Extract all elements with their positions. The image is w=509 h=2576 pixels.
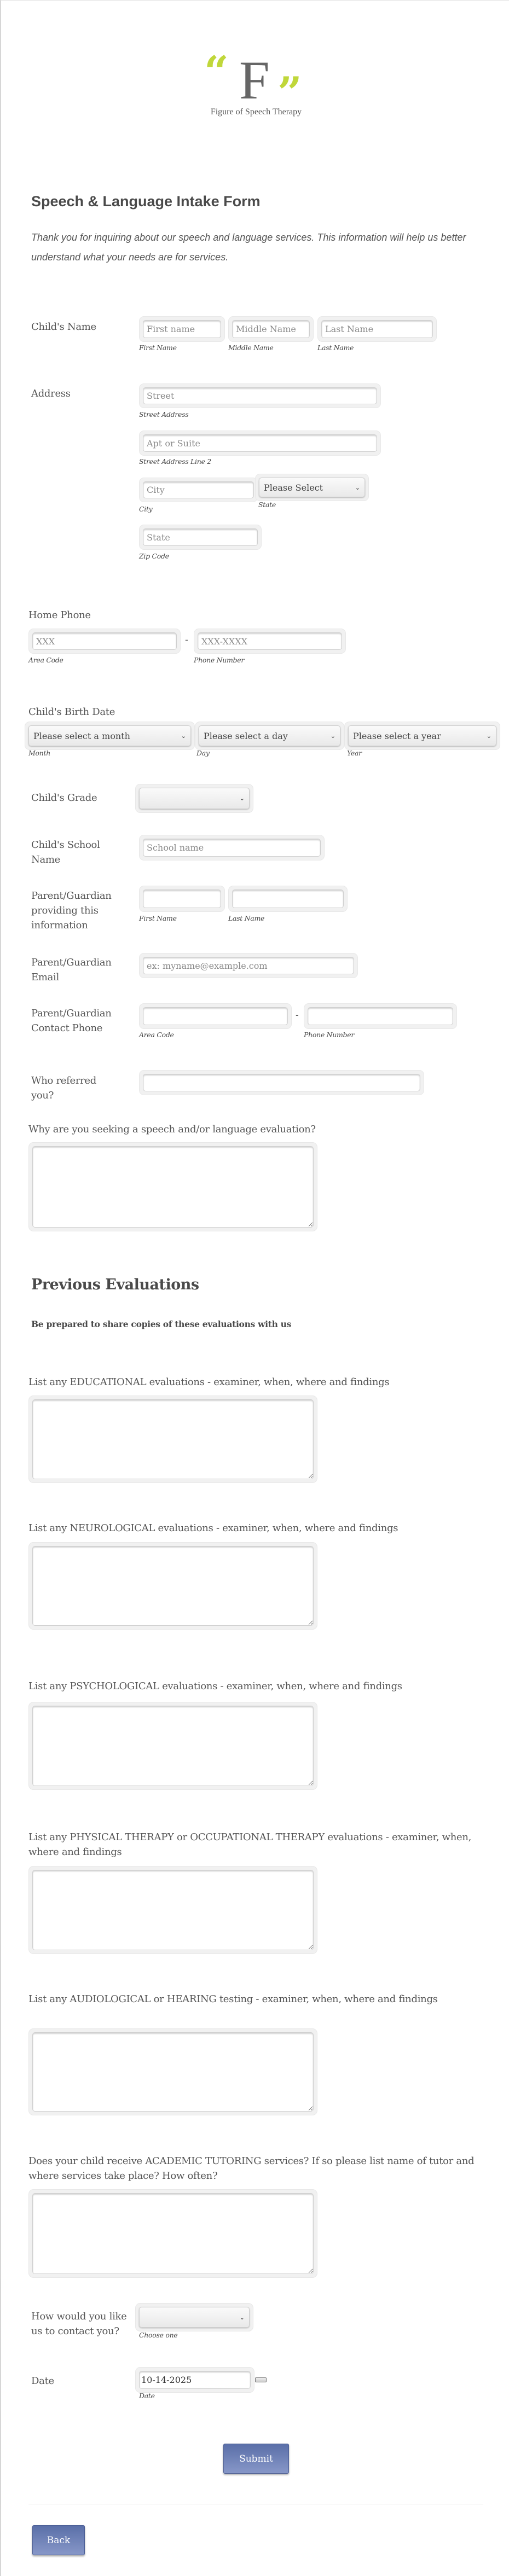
email-input[interactable]: [143, 957, 354, 974]
apt-wrap: [139, 431, 381, 456]
grade-select[interactable]: [139, 788, 250, 809]
email-wrap: [139, 953, 358, 978]
area-code-sublabel: Area Code: [28, 656, 63, 664]
state-sublabel: State: [258, 501, 276, 509]
city-sublabel: City: [139, 505, 153, 513]
zip-sublabel: Zip Code: [139, 552, 169, 560]
date-wrap: [135, 2367, 255, 2393]
address-label: Address: [31, 388, 71, 399]
parent-first-sublabel: First Name: [139, 914, 177, 922]
middle-name-sublabel: Middle Name: [228, 344, 274, 352]
contact-preference-select[interactable]: [139, 2307, 250, 2328]
submit-button[interactable]: Submit: [223, 2444, 289, 2474]
contact-area-code-input[interactable]: [143, 1007, 288, 1025]
last-name-sublabel: Last Name: [317, 344, 354, 352]
date-sublabel: Date: [139, 2392, 155, 2400]
phone-number-sublabel: Phone Number: [194, 656, 245, 664]
logo-letter: F: [239, 50, 270, 111]
city-wrap: [139, 478, 258, 502]
back-button[interactable]: Back: [32, 2525, 85, 2555]
parent-last-name-input[interactable]: [232, 889, 344, 908]
referred-input[interactable]: [143, 1074, 420, 1091]
tutoring-textarea[interactable]: [32, 2193, 314, 2274]
chevron-down-icon: ⌄: [181, 732, 186, 740]
child-name-label: Child's Name: [31, 321, 96, 333]
parent-first-wrap: [139, 886, 225, 912]
previous-evaluations-subheading: Be prepared to share copies of these evaluations with us: [31, 1319, 292, 1329]
chevron-down-icon: ⌄: [486, 732, 491, 740]
home-area-wrap: [28, 629, 181, 654]
contact-preference-select-wrap: [135, 2303, 253, 2331]
referred-wrap: [139, 1070, 424, 1095]
referred-label: Who referred you?: [31, 1075, 97, 1101]
tutoring-textarea-wrap: [28, 2189, 317, 2278]
contact-number-wrap: [304, 1003, 457, 1029]
apt-input[interactable]: [143, 434, 377, 452]
child-middle-name-input[interactable]: [232, 320, 310, 338]
neurological-textarea[interactable]: [32, 1546, 314, 1626]
zip-wrap: [139, 525, 262, 550]
neurological-label: List any NEUROLOGICAL evaluations - examiner, when, where and findings: [28, 1522, 398, 1534]
why-textarea-wrap: [28, 1142, 317, 1231]
phone-dash: -: [185, 635, 188, 645]
why-label: Why are you seeking a speech and/or language evaluation?: [28, 1124, 316, 1135]
child-first-name-input[interactable]: [143, 320, 221, 338]
school-name-input[interactable]: [143, 839, 321, 857]
logo-close-quote: ”: [277, 68, 302, 118]
day-select-value: Please select a day: [204, 730, 288, 741]
child-last-name-input[interactable]: [321, 320, 433, 338]
chevron-down-icon: ⌄: [239, 795, 245, 802]
year-select-wrap: [344, 722, 500, 750]
school-label: Child's School Name: [31, 839, 100, 865]
chevron-down-icon: ⌄: [239, 2313, 245, 2321]
educational-textarea[interactable]: [32, 1399, 314, 1479]
contact-phone-number-input[interactable]: [308, 1007, 453, 1025]
child-first-name-wrap: [139, 316, 225, 342]
home-number-wrap: [194, 629, 346, 654]
why-textarea[interactable]: [32, 1146, 314, 1228]
year-sublabel: Year: [347, 749, 362, 757]
city-input[interactable]: [143, 481, 254, 498]
state-select[interactable]: [259, 478, 365, 497]
contact-area-sublabel: Area Code: [139, 1031, 174, 1039]
date-input[interactable]: [139, 2371, 251, 2389]
contact-phone-dash: -: [296, 1010, 299, 1020]
street-sublabel: Street Address: [139, 410, 189, 418]
date-label: Date: [31, 2375, 54, 2387]
logo-open-quote: “: [204, 47, 229, 97]
parent-last-sublabel: Last Name: [228, 914, 265, 922]
logo-tagline: Figure of Speech Therapy: [210, 107, 302, 117]
logo: [202, 47, 311, 121]
physical-therapy-label: List any PHYSICAL THERAPY or OCCUPATIONAL THERAPY evaluations - examiner, when, where and findings: [28, 1831, 472, 1858]
form-intro: Thank you for inquiring about our speech and language services. This information will help us better understand what your needs are for services.: [31, 232, 466, 263]
form-title: Speech & Language Intake Form: [31, 193, 261, 210]
day-sublabel: Day: [196, 749, 210, 757]
home-area-code-input[interactable]: [32, 632, 177, 650]
year-select[interactable]: [348, 725, 496, 746]
home-phone-label: Home Phone: [28, 609, 91, 621]
month-select-wrap: [25, 722, 195, 750]
contact-phone-label: Parent/Guardian Contact Phone: [31, 1008, 112, 1034]
parent-last-wrap: [228, 886, 348, 912]
grade-select-wrap: [135, 784, 253, 813]
street-wrap: [139, 383, 381, 408]
physical-therapy-textarea-wrap: [28, 1866, 317, 1954]
birth-date-label: Child's Birth Date: [28, 706, 115, 718]
contact-number-sublabel: Phone Number: [304, 1031, 355, 1039]
grade-label: Child's Grade: [31, 792, 97, 804]
day-select-wrap: [195, 722, 344, 750]
psychological-textarea[interactable]: [32, 1706, 314, 1786]
child-middle-name-wrap: [228, 316, 314, 342]
apt-sublabel: Street Address Line 2: [139, 457, 211, 466]
school-wrap: [139, 835, 325, 860]
home-phone-number-input[interactable]: [198, 632, 342, 650]
child-last-name-wrap: [317, 316, 437, 342]
street-input[interactable]: [143, 387, 377, 404]
day-select[interactable]: [199, 725, 340, 746]
contact-area-wrap: [139, 1003, 292, 1029]
month-sublabel: Month: [28, 749, 50, 757]
psychological-textarea-wrap: [28, 1702, 317, 1790]
calendar-icon[interactable]: [255, 2377, 267, 2382]
parent-label: Parent/Guardian providing this information: [31, 890, 112, 931]
choose-one-sublabel: Choose one: [139, 2331, 178, 2339]
zip-input[interactable]: [143, 528, 258, 546]
educational-label: List any EDUCATIONAL evaluations - examiner, when, where and findings: [28, 1376, 390, 1388]
physical-therapy-textarea[interactable]: [32, 1870, 314, 1950]
neurological-textarea-wrap: [28, 1542, 317, 1630]
audiological-label: List any AUDIOLOGICAL or HEARING testing - examiner, when, where and findings: [28, 1993, 438, 2005]
state-select-value: Please Select: [264, 482, 323, 493]
month-select[interactable]: [28, 725, 191, 746]
audiological-textarea[interactable]: [32, 2032, 314, 2112]
month-select-value: Please select a month: [33, 730, 130, 741]
email-label: Parent/Guardian Email: [31, 957, 112, 983]
previous-evaluations-heading: Previous Evaluations: [31, 1276, 199, 1293]
psychological-label: List any PSYCHOLOGICAL evaluations - examiner, when, where and findings: [28, 1680, 402, 1692]
state-select-wrap: [255, 474, 369, 501]
first-name-sublabel: First Name: [139, 344, 177, 352]
year-select-value: Please select a year: [353, 730, 441, 741]
chevron-down-icon: ⌄: [330, 732, 336, 740]
parent-first-name-input[interactable]: [143, 889, 221, 908]
audiological-textarea-wrap: [28, 2028, 317, 2115]
educational-textarea-wrap: [28, 1395, 317, 1483]
chevron-down-icon: ⌄: [355, 484, 360, 491]
contact-preference-label: How would you like us to contact you?: [31, 2311, 127, 2337]
tutoring-label: Does your child receive ACADEMIC TUTORING services? If so please list name of tutor and where services take place? How often?: [28, 2155, 475, 2182]
